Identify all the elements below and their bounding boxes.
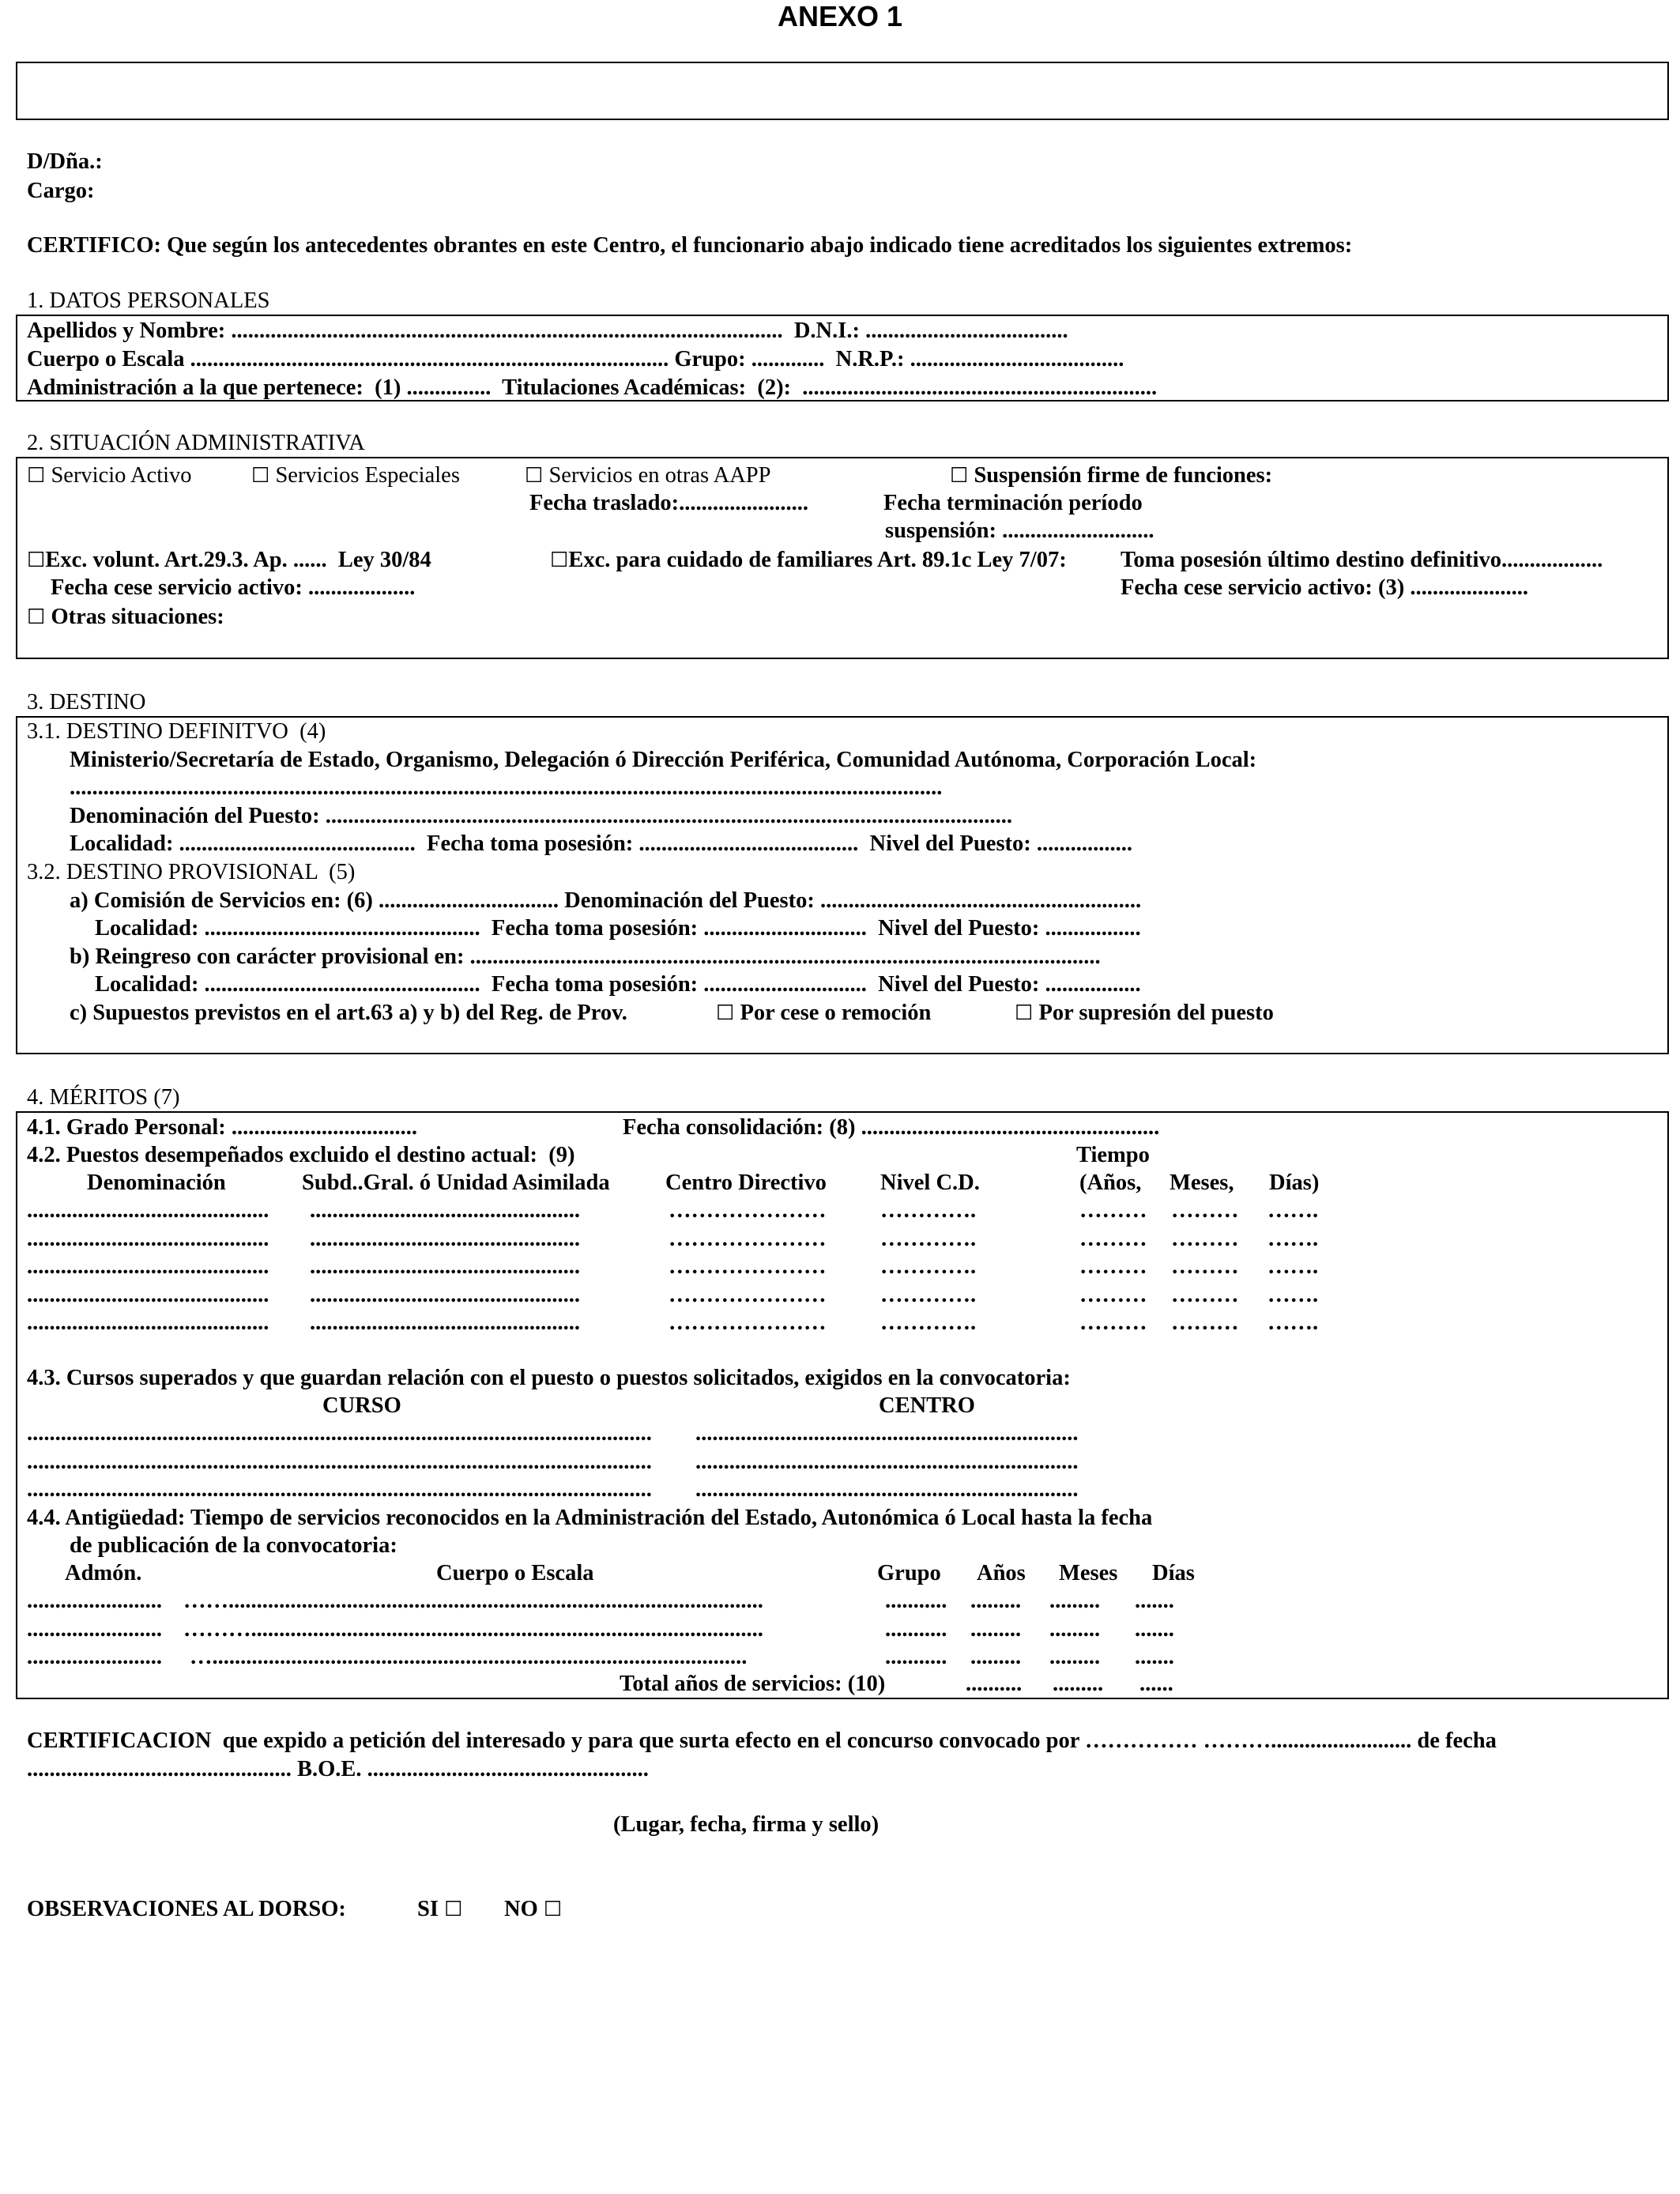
por-supresion-option[interactable]: ☐ Por supresión del puesto [1015, 1001, 1274, 1025]
puesto-meses-cell: ……… [1171, 1198, 1239, 1223]
puesto-subd-cell: ................................................ [310, 1282, 580, 1307]
toma-posesion: Toma posesión último destino definitivo.................. [1121, 548, 1603, 572]
antiguedad-line-1: 4.4. Antigüedad: Tiempo de servicios reconocidos en la Administración del Estado, Autonómica ó Local hasta la fecha [27, 1506, 1153, 1530]
header-box [16, 62, 1669, 120]
checkbox-icon[interactable]: ☐ [27, 548, 46, 571]
col-subd: Subd..Gral. ó Unidad Asimilada [302, 1171, 610, 1195]
tiempo-header: Tiempo [1076, 1143, 1150, 1167]
servicios-especiales-option[interactable]: ☐ Servicios Especiales [251, 463, 460, 488]
puesto-centro-cell: ………………… [669, 1226, 827, 1251]
col-meses-2: Meses [1059, 1561, 1118, 1585]
col-dias: Días) [1269, 1171, 1320, 1195]
puestos-desempenados: 4.2. Puestos desempeñados excluido el destino actual: (9) [27, 1143, 575, 1167]
ant-cuerpo-cell: …............................................................................................... [190, 1645, 748, 1669]
puesto-denominacion-cell: ........................................... [27, 1226, 269, 1251]
localidad-line-2: Localidad: ................................................. Fecha toma posesión: ............................. Nivel del Puesto: ................. [95, 916, 1141, 941]
puesto-anos-cell: ……… [1079, 1198, 1147, 1223]
observaciones-label: OBSERVACIONES AL DORSO: [27, 1897, 346, 1921]
puesto-centro-cell: ………………… [669, 1282, 827, 1307]
col-nivel: Nivel C.D. [880, 1171, 980, 1195]
por-cese-option[interactable]: ☐ Por cese o remoción [716, 1001, 932, 1025]
puesto-meses-cell: ……… [1171, 1226, 1239, 1251]
total-meses: ......... [1053, 1672, 1104, 1696]
antiguedad-line-2: de publicación de la convocatoria: [70, 1533, 397, 1558]
col-anos: (Años, [1079, 1171, 1142, 1195]
puesto-nivel-cell: …………. [880, 1254, 977, 1279]
ant-grupo-cell: ........... [885, 1645, 947, 1669]
section-2-heading: 2. SITUACIÓN ADMINISTRATIVA [27, 431, 365, 455]
supuestos: c) Supuestos previstos en el art.63 a) y b) del Reg. de Prov. [70, 1001, 627, 1025]
grado-personal: 4.1. Grado Personal: ................................. [27, 1115, 417, 1140]
ministerio-label: Ministerio/Secretaría de Estado, Organismo, Delegación ó Dirección Periférica, Comunidad Autónoma, Corporación Local: [70, 748, 1257, 772]
personal-line-1: Apellidos y Nombre: .................................................................................................. D.N.I.: .................................... [27, 319, 1068, 343]
page-title: ANEXO 1 [777, 0, 903, 32]
puesto-anos-cell: ……… [1079, 1310, 1147, 1335]
checkbox-icon[interactable]: ☐ [444, 1898, 463, 1921]
puesto-centro-cell: ………………… [669, 1310, 827, 1335]
puesto-dias-cell: ……. [1268, 1282, 1319, 1307]
puesto-denominacion-cell: ........................................... [27, 1254, 269, 1279]
puesto-denominacion-cell: ........................................... [27, 1198, 269, 1223]
ant-cuerpo-cell: ………........................................................................................... [183, 1616, 763, 1642]
curso-cell: ............................................................................................................... [27, 1477, 652, 1502]
checkbox-icon[interactable]: ☐ [543, 1898, 563, 1921]
ant-anos-cell: ......... [970, 1645, 1022, 1669]
puesto-dias-cell: ……. [1268, 1226, 1319, 1251]
servicio-activo-option[interactable]: ☐ Servicio Activo [27, 463, 192, 488]
puesto-nivel-cell: …………. [880, 1226, 977, 1251]
puesto-dias-cell: ……. [1268, 1198, 1319, 1223]
fecha-cese-1: Fecha cese servicio activo: ................... [51, 575, 416, 600]
col-centro-directivo: Centro Directivo [665, 1171, 827, 1195]
curso-cell: ............................................................................................................... [27, 1421, 652, 1446]
ant-admon-cell: ........................ [27, 1589, 162, 1613]
ant-meses-cell: ......... [1049, 1589, 1101, 1613]
puesto-denominacion-cell: ........................................... [27, 1282, 269, 1307]
ant-anos-cell: ......... [970, 1589, 1022, 1613]
col-denominacion: Denominación [87, 1171, 226, 1195]
puesto-subd-cell: ................................................ [310, 1254, 580, 1279]
puesto-nivel-cell: …………. [880, 1282, 977, 1307]
centro-cell: .................................................................... [695, 1449, 1079, 1474]
certificacion-line-1: CERTIFICACION que expido a petición del interesado y para que surta efecto en el concurso convocado por …………… ………......................... de fecha [27, 1728, 1497, 1753]
section-4-heading: 4. MÉRITOS (7) [27, 1085, 180, 1110]
puesto-subd-cell: ................................................ [310, 1310, 580, 1335]
fecha-consolidacion: Fecha consolidación: (8) ..................................................... [623, 1115, 1160, 1140]
puesto-nivel-cell: …………. [880, 1310, 977, 1335]
no-option[interactable]: NO ☐ [504, 1897, 563, 1921]
ant-admon-cell: ........................ [27, 1616, 162, 1642]
section-1-heading: 1. DATOS PERSONALES [27, 288, 270, 313]
ministerio-dots: ........................................................................................................................................................... [70, 775, 943, 800]
col-centro: CENTRO [879, 1393, 975, 1418]
comision-servicios: a) Comisión de Servicios en: (6) ................................ Denominación del Puesto: ......................................................... [70, 888, 1142, 913]
checkbox-icon[interactable]: ☐ [27, 605, 46, 628]
section-3-heading: 3. DESTINO [27, 690, 146, 714]
ant-dias-cell: ....... [1135, 1589, 1174, 1613]
checkbox-icon[interactable]: ☐ [27, 464, 46, 487]
exc-volunt-option[interactable]: ☐Exc. volunt. Art.29.3. Ap. ...... Ley 30/84 [27, 548, 431, 572]
ant-dias-cell: ....... [1135, 1616, 1174, 1642]
puesto-subd-cell: ................................................ [310, 1198, 580, 1223]
suspension-option[interactable]: ☐ Suspensión firme de funciones: [950, 463, 1273, 488]
fecha-cese-3: Fecha cese servicio activo: (3) ..................... [1121, 575, 1529, 600]
ant-cuerpo-cell: ……............................................................................................... [183, 1589, 763, 1613]
fecha-traslado: Fecha traslado:....................... [529, 491, 809, 515]
checkbox-icon[interactable]: ☐ [525, 464, 544, 487]
col-cuerpo: Cuerpo o Escala [436, 1561, 594, 1585]
checkbox-icon[interactable]: ☐ [550, 548, 569, 571]
centro-cell: .................................................................... [695, 1421, 1079, 1446]
personal-line-2: Cuerpo o Escala ..................................................................................... Grupo: ............. N.R.P.: ...................................... [27, 347, 1124, 371]
localidad-line-1: Localidad: .......................................... Fecha toma posesión: ....................................... Nivel del Puesto: ................. [70, 831, 1133, 856]
ant-dias-cell: ....... [1135, 1645, 1174, 1669]
col-dias-2: Días [1152, 1561, 1195, 1585]
total-anos: .......... [966, 1672, 1023, 1696]
puesto-meses-cell: ……… [1171, 1282, 1239, 1307]
puesto-anos-cell: ……… [1079, 1226, 1147, 1251]
ant-anos-cell: ......... [970, 1616, 1022, 1642]
checkbox-icon[interactable]: ☐ [251, 464, 270, 487]
certificacion-line-2: ............................................... B.O.E. .................................................. [27, 1757, 649, 1781]
curso-cell: ............................................................................................................... [27, 1449, 652, 1474]
puesto-meses-cell: ……… [1171, 1310, 1239, 1335]
ant-grupo-cell: ........... [885, 1589, 947, 1613]
puesto-anos-cell: ……… [1079, 1254, 1147, 1279]
ant-meses-cell: ......... [1049, 1616, 1101, 1642]
suspension-dots: suspensión: ........................... [885, 518, 1155, 543]
puesto-subd-cell: ................................................ [310, 1226, 580, 1251]
puesto-dias-cell: ……. [1268, 1310, 1319, 1335]
otras-situaciones-option[interactable]: ☐ Otras situaciones: [27, 605, 224, 629]
cursos-heading: 4.3. Cursos superados y que guardan relación con el puesto o puestos solicitados, exigidos en la convocatoria: [27, 1366, 1071, 1390]
name-label: D/Dña.: [27, 149, 103, 174]
puesto-centro-cell: ………………… [669, 1254, 827, 1279]
ant-grupo-cell: ........... [885, 1616, 947, 1642]
col-grupo: Grupo [877, 1561, 941, 1585]
ant-meses-cell: ......... [1049, 1645, 1101, 1669]
destino-definitivo-heading: 3.1. DESTINO DEFINITVO (4) [27, 719, 326, 744]
servicios-otras-option[interactable]: ☐ Servicios en otras AAPP [525, 463, 771, 488]
localidad-line-3: Localidad: ................................................. Fecha toma posesión: ............................. Nivel del Puesto: ................. [95, 972, 1141, 997]
personal-line-3: Administración a la que pertenece: (1) ............... Titulaciones Académicas: (2): ............................................................... [27, 375, 1158, 400]
certifico-text: CERTIFICO: Que según los antecedentes obrantes en este Centro, el funcionario abajo indicado tiene acreditados los siguientes extremos: [27, 233, 1353, 258]
ant-admon-cell: ........................ [27, 1645, 162, 1669]
col-meses: Meses, [1170, 1171, 1234, 1195]
si-option[interactable]: SI ☐ [417, 1897, 463, 1921]
col-anos-2: Años [977, 1561, 1026, 1585]
puesto-centro-cell: ………………… [669, 1198, 827, 1223]
exc-cuidado-option[interactable]: ☐Exc. para cuidado de familiares Art. 89.1c Ley 7/07: [550, 548, 1067, 572]
firma-label: (Lugar, fecha, firma y sello) [613, 1812, 880, 1837]
puesto-nivel-cell: …………. [880, 1198, 977, 1223]
total-label: Total años de servicios: (10) [620, 1672, 886, 1696]
denominacion-puesto: Denominación del Puesto: .......................................................................................................................... [70, 804, 1013, 828]
col-admon: Admón. [65, 1561, 142, 1585]
fecha-terminacion: Fecha terminación período [883, 491, 1143, 515]
reingreso: b) Reingreso con carácter provisional en: ................................................................................................................ [70, 944, 1101, 969]
puesto-meses-cell: ……… [1171, 1254, 1239, 1279]
centro-cell: .................................................................... [695, 1477, 1079, 1502]
destino-provisional-heading: 3.2. DESTINO PROVISIONAL (5) [27, 860, 356, 884]
puesto-anos-cell: ……… [1079, 1282, 1147, 1307]
col-curso: CURSO [322, 1393, 401, 1418]
puesto-denominacion-cell: ........................................... [27, 1310, 269, 1335]
cargo-label: Cargo: [27, 179, 95, 203]
checkbox-icon[interactable]: ☐ [716, 1001, 735, 1024]
checkbox-icon[interactable]: ☐ [1015, 1001, 1034, 1024]
checkbox-icon[interactable]: ☐ [950, 464, 969, 487]
total-dias: ...... [1139, 1672, 1173, 1696]
puesto-dias-cell: ……. [1268, 1254, 1319, 1279]
